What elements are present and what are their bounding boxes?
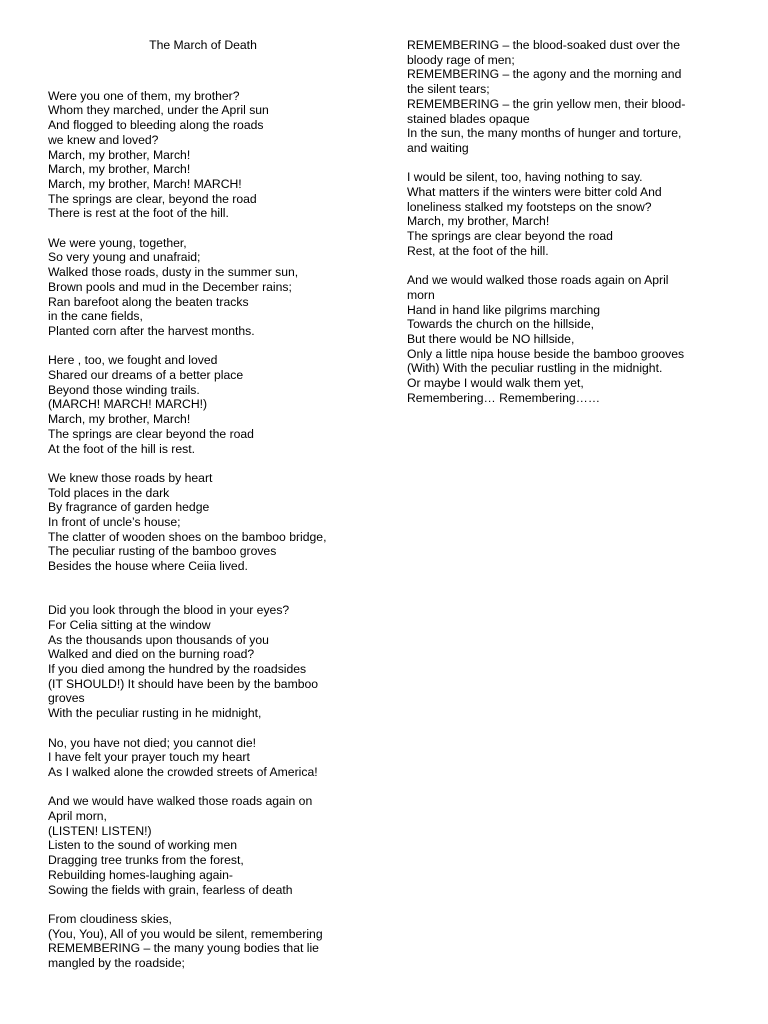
- poem-line: Listen to the sound of working men: [48, 838, 238, 853]
- poem-line: morn: [407, 287, 435, 302]
- right-column: [407, 38, 737, 420]
- poem-line: Did you look through the blood in your eyes?: [48, 603, 290, 618]
- poem-line: loneliness stalked my footsteps on the snow?: [407, 199, 652, 214]
- poem-line: We knew those roads by heart: [48, 470, 213, 485]
- poem-line: The clatter of wooden shoes on the bamboo bridge,: [48, 529, 327, 544]
- poem-line: As the thousands upon thousands of you: [48, 632, 269, 647]
- poem-line: March, my brother, March!: [48, 147, 191, 162]
- poem-title: The March of Death: [149, 38, 257, 52]
- poem-line: March, my brother, March!: [48, 412, 191, 427]
- poem-line: (MARCH! MARCH! MARCH!): [48, 397, 208, 412]
- poem-line: With the peculiar rusting in he midnight,: [48, 706, 262, 721]
- stanza: [48, 471, 378, 574]
- stanza: [48, 736, 378, 780]
- left-column: [48, 38, 378, 985]
- poem-line: I would be silent, too, having nothing to say.: [407, 170, 643, 185]
- poem-line: Rebuilding homes-laughing again-: [48, 867, 233, 882]
- poem-line: Walked those roads, dusty in the summer sun,: [48, 265, 299, 280]
- poem-line: March, my brother, March!: [48, 162, 191, 177]
- poem-line: March, my brother, March!: [407, 214, 550, 229]
- poem-line: Walked and died on the burning road?: [48, 647, 255, 662]
- poem-line: Planted corn after the harvest months.: [48, 323, 255, 338]
- stanza: [48, 353, 378, 456]
- poem-line: We were young, together,: [48, 235, 187, 250]
- poem-line: In front of uncle’s house;: [48, 515, 181, 530]
- poem-line: And we would walked those roads again on April: [407, 273, 669, 288]
- stanza: [407, 170, 737, 258]
- poem-line: (You, You), All of you would be silent, remembering: [48, 926, 323, 941]
- poem-line: Hand in hand like pilgrims marching: [407, 302, 601, 317]
- poem-line: From cloudiness skies,: [48, 911, 172, 926]
- poem-line: Ran barefoot along the beaten tracks: [48, 294, 249, 309]
- stanza: [48, 912, 378, 971]
- poem-line: March, my brother, March! MARCH!: [48, 176, 242, 191]
- poem-line: bloody rage of men;: [407, 52, 515, 67]
- poem-line: REMEMBERING – the grin yellow men, their blood-: [407, 96, 686, 111]
- poem-line: (With) With the peculiar rustling in the midnight.: [407, 361, 663, 376]
- poem-line: The springs are clear, beyond the road: [48, 191, 257, 206]
- poem-line: In the sun, the many months of hunger and torture,: [407, 126, 682, 141]
- poem-line: Only a little nipa house beside the bamboo grooves: [407, 346, 685, 361]
- stanza: [407, 273, 737, 405]
- poem-line: groves: [48, 691, 85, 706]
- poem-line: But there would be NO hillside,: [407, 332, 575, 347]
- poem-line: Brown pools and mud in the December rains;: [48, 279, 292, 294]
- poem-line: Or maybe I would walk them yet,: [407, 376, 584, 391]
- poem-line: Dragging tree trunks from the forest,: [48, 853, 244, 868]
- stanza: [48, 89, 378, 221]
- poem-line: Shared our dreams of a better place: [48, 368, 244, 383]
- poem-line: As I walked alone the crowded streets of America!: [48, 764, 318, 779]
- poem-line: There is rest at the foot of the hill.: [48, 206, 229, 221]
- poem-line: Beyond those winding trails.: [48, 382, 200, 397]
- poem-line: And flogged to bleeding along the roads: [48, 118, 264, 133]
- poem-line: Towards the church on the hillside,: [407, 317, 594, 332]
- poem-line: Sowing the fields with grain, fearless of death: [48, 882, 293, 897]
- poem-line: What matters if the winters were bitter cold And: [407, 185, 662, 200]
- right-stanzas: [407, 38, 737, 406]
- poem-line: REMEMBERING – the agony and the morning and: [407, 67, 682, 82]
- poem-line: the silent tears;: [407, 82, 490, 97]
- poem-line: And we would have walked those roads again on: [48, 794, 313, 809]
- poem-line: Here , too, we fought and loved: [48, 353, 218, 368]
- poem-line: The springs are clear beyond the road: [48, 426, 254, 441]
- stanza: [48, 794, 378, 897]
- poem-line: Whom they marched, under the April sun: [48, 103, 269, 118]
- poem-line: mangled by the roadside;: [48, 956, 185, 971]
- poem-line: If you died among the hundred by the roadsides: [48, 662, 307, 677]
- stanza: [407, 38, 737, 156]
- poem-line: (LISTEN! LISTEN!): [48, 823, 152, 838]
- poem-line: Told places in the dark: [48, 485, 170, 500]
- poem-line: and waiting: [407, 140, 469, 155]
- poem-line: Remembering… Remembering……: [407, 390, 601, 405]
- stanza: [48, 236, 378, 339]
- poem-line: REMEMBERING – the many young bodies that lie: [48, 941, 319, 956]
- poem-line: The springs are clear beyond the road: [407, 229, 613, 244]
- poem-line: April morn,: [48, 809, 107, 824]
- stanza: [48, 603, 378, 721]
- poem-line: in the cane fields,: [48, 309, 143, 324]
- poem-line: Rest, at the foot of the hill.: [407, 243, 549, 258]
- left-stanzas: [48, 89, 378, 971]
- poem-line: For Celia sitting at the window: [48, 617, 211, 632]
- poem-line: By fragrance of garden hedge: [48, 500, 210, 515]
- poem-line: (IT SHOULD!) It should have been by the bamboo: [48, 676, 319, 691]
- poem-line: Besides the house where Ceiia lived.: [48, 559, 248, 574]
- poem-line: The peculiar rusting of the bamboo groves: [48, 544, 277, 559]
- poem-line: So very young and unafraid;: [48, 250, 201, 265]
- poem-line: No, you have not died; you cannot die!: [48, 735, 257, 750]
- poem-line: At the foot of the hill is rest.: [48, 441, 195, 456]
- poem-line: I have felt your prayer touch my heart: [48, 750, 250, 765]
- poem-line: REMEMBERING – the blood-soaked dust over the: [407, 38, 680, 52]
- poem-line: Were you one of them, my brother?: [48, 88, 240, 103]
- poem-line: we knew and loved?: [48, 132, 159, 147]
- poem-line: stained blades opaque: [407, 111, 530, 126]
